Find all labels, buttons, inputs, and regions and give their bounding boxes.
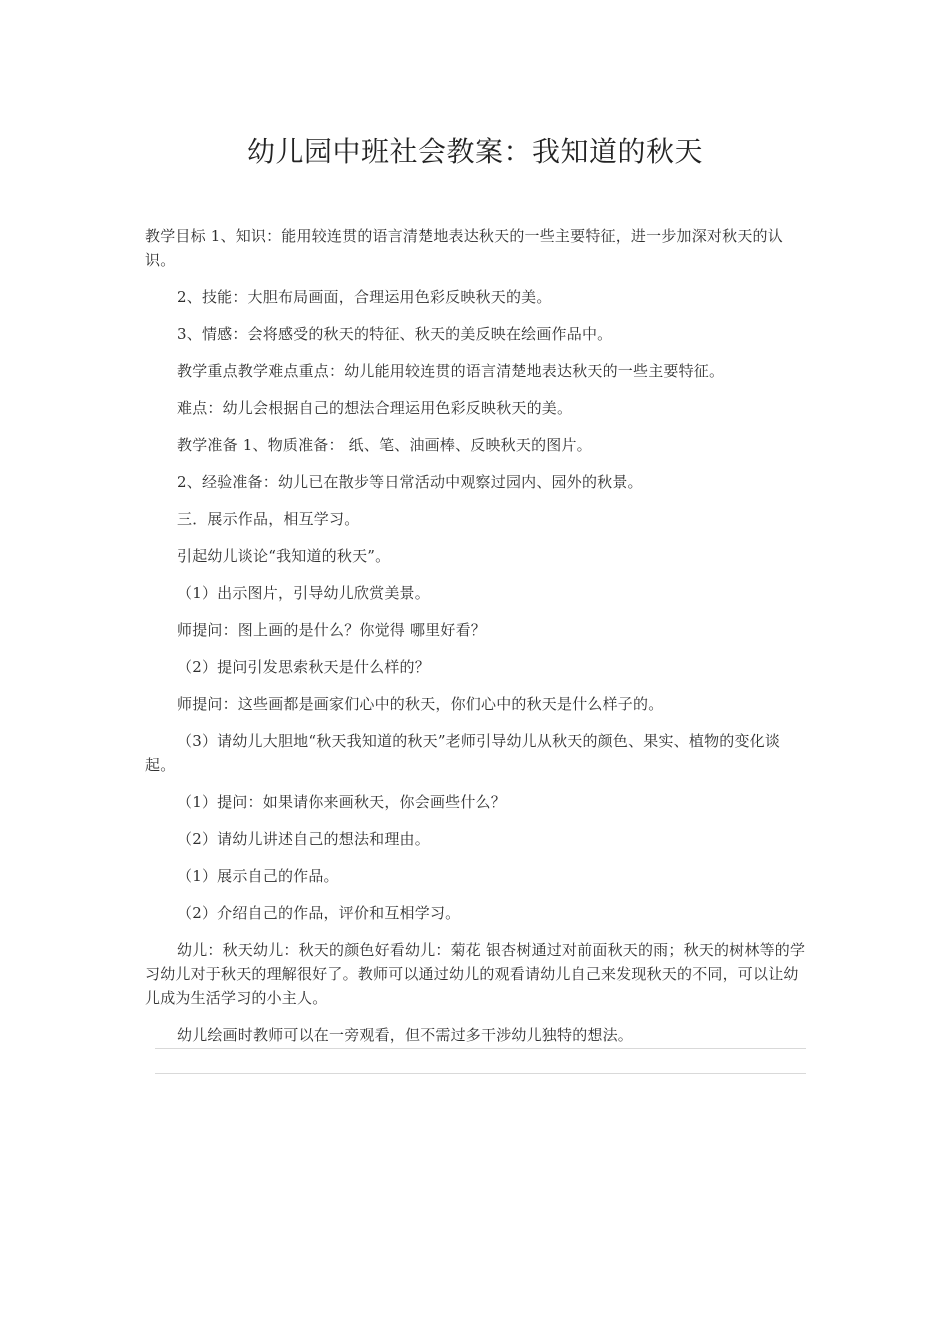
- paragraph-key-points: 教学重点教学难点重点：幼儿能用较连贯的语言清楚地表达秋天的一些主要特征。: [177, 362, 725, 380]
- paragraph-experience-prep: 2、经验准备：幼儿已在散步等日常活动中观察过园内、园外的秋景。: [177, 473, 643, 491]
- document-body: [145, 224, 810, 1047]
- paragraph-step-show-pictures: （1）出示图片，引导幼儿欣赏美景。: [177, 584, 430, 602]
- paragraph-ask-draw: （1）提问：如果请你来画秋天，你会画些什么？: [177, 793, 506, 811]
- paragraph-explain-ideas: （2）请幼儿讲述自己的想法和理由。: [177, 830, 430, 848]
- footer-divider-bottom: [155, 1073, 806, 1074]
- paragraph-teacher-question-1: 师提问：图上画的是什么？你觉得 哪里好看？: [177, 621, 486, 639]
- paragraph-introduce-works: （2）介绍自己的作品，评价和互相学习。: [177, 904, 461, 922]
- paragraph-children-answers: 幼儿：秋天幼儿：秋天的颜色好看幼儿：菊花 银杏树通过对前面秋天的雨；秋天的树林等的学习幼儿对于秋天的理解很好了。教师可以通过幼儿的观看请幼儿自己来发现秋天的不同，可以让幼儿成为生活学习的小主人。: [145, 941, 806, 1007]
- paragraph-emotion: 3、情感：会将感受的秋天的特征、秋天的美反映在绘画作品中。: [177, 325, 613, 343]
- paragraph-step-question: （2）提问引发思索秋天是什么样的？: [177, 658, 430, 676]
- document-title: 幼儿园中班社会教案：我知道的秋天: [246, 135, 703, 168]
- paragraph-step-discussion: （3）请幼儿大胆地“秋天我知道的秋天”老师引导幼儿从秋天的颜色、果实、植物的变化谈起。: [145, 732, 781, 774]
- paragraph-difficulty: 难点：幼儿会根据自己的想法合理运用色彩反映秋天的美。: [177, 399, 573, 417]
- paragraph-teaching-goal: 教学目标 1、知识：能用较连贯的语言清楚地表达秋天的一些主要特征，进一步加深对秋天的认识。: [145, 227, 783, 269]
- paragraph-show-works: （1）展示自己的作品。: [177, 867, 339, 885]
- paragraph-teacher-question-2: 师提问：这些画都是画家们心中的秋天，你们心中的秋天是什么样子的。: [177, 695, 664, 713]
- paragraph-section-three: 三．展示作品，相互学习。: [177, 510, 360, 528]
- paragraph-intro: 引起幼儿谈论“我知道的秋天”。: [177, 547, 391, 565]
- paragraph-material-prep: 教学准备 1、物质准备： 纸、笔、油画棒、反映秋天的图片。: [177, 436, 592, 454]
- paragraph-skill: 2、技能：大胆布局画面，合理运用色彩反映秋天的美。: [177, 288, 552, 306]
- footer-divider-top: [155, 1048, 806, 1049]
- paragraph-drawing-note: 幼儿绘画时教师可以在一旁观看，但不需过多干涉幼儿独特的想法。: [177, 1026, 634, 1044]
